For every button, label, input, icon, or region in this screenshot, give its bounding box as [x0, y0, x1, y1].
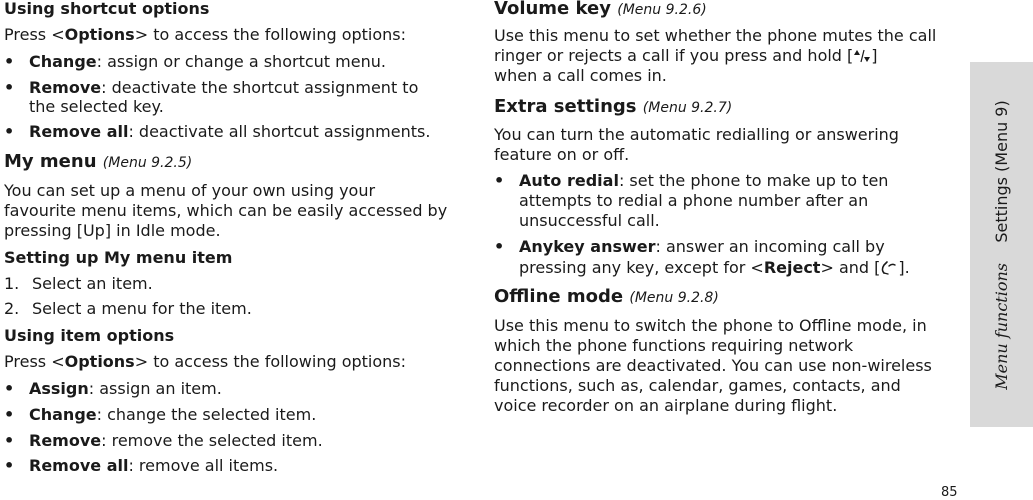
list-item: • Anykey answer: answer an incoming call by pressing any key, except for <Reject> and [ ].: [494, 237, 910, 277]
using-shortcut-intro: Press <Options> to access the following options:: [4, 25, 407, 44]
heading-using-item-options: Using item options: [4, 326, 175, 345]
list-item: • Assign: assign an item.: [4, 379, 222, 398]
heading-setting-up-my-menu-item: Setting up My menu item: [4, 248, 233, 267]
list-item: 1. Select an item.: [4, 274, 153, 293]
my-menu-body-line: favourite menu items, which can be easily accessed by: [4, 201, 448, 220]
page-number: 85: [941, 485, 958, 500]
section-sidebar-tab: [970, 62, 1033, 427]
extra-settings-body-line: feature on or off.: [494, 145, 630, 164]
volume-key-body-line: when a call comes in.: [494, 66, 667, 85]
volume-key-body-line: Use this menu to set whether the phone mutes the call: [494, 26, 937, 45]
sidebar-section-label: Menu functions: [991, 262, 1011, 390]
list-item: • Auto redial: set the phone to make up to ten attempts to redial a phone number after an unsuccessful call.: [494, 171, 889, 230]
sidebar-subsection-label: Settings (Menu 9): [991, 99, 1011, 243]
offline-mode-body-line: connections are deactivated. You can use non-wireless: [494, 356, 932, 375]
offline-mode-body-line: voice recorder on an airplane during flight.: [494, 396, 838, 415]
extra-settings-body-line: You can turn the automatic redialling or answering: [494, 125, 899, 144]
list-item: 2. Select a menu for the item.: [4, 299, 252, 318]
sidebar-label: [992, 100, 1012, 389]
heading-extra-settings: Extra settings (Menu 9.2.7): [494, 96, 733, 117]
volume-up-down-icon: [853, 48, 871, 64]
list-item: • Change: assign or change a shortcut menu.: [4, 52, 386, 71]
list-item: • Remove: deactivate the shortcut assignment to the selected key.: [4, 78, 419, 116]
list-item: • Remove: remove the selected item.: [4, 431, 323, 450]
list-item: • Remove all: deactivate all shortcut assignments.: [4, 122, 431, 141]
offline-mode-body-line: which the phone functions requiring network: [494, 336, 854, 355]
offline-mode-body-line: functions, such as, calendar, games, contacts, and: [494, 376, 901, 395]
my-menu-body-line: pressing [Up] in Idle mode.: [4, 221, 221, 240]
heading-volume-key: Volume key (Menu 9.2.6): [494, 0, 707, 19]
volume-key-body-line: ringer or rejects a call if you press and hold [ ]: [494, 46, 878, 65]
list-item: • Change: change the selected item.: [4, 405, 317, 424]
call-send-icon: [880, 260, 898, 276]
offline-mode-body-line: Use this menu to switch the phone to Offline mode, in: [494, 316, 927, 335]
my-menu-body-line: You can set up a menu of your own using your: [4, 181, 376, 200]
heading-my-menu: My menu (Menu 9.2.5): [4, 151, 193, 172]
heading-offline-mode: Offline mode (Menu 9.2.8): [494, 286, 719, 307]
heading-using-shortcut-options: Using shortcut options: [4, 0, 210, 18]
list-item: • Remove all: remove all items.: [4, 456, 279, 475]
using-item-intro: Press <Options> to access the following options:: [4, 352, 407, 371]
